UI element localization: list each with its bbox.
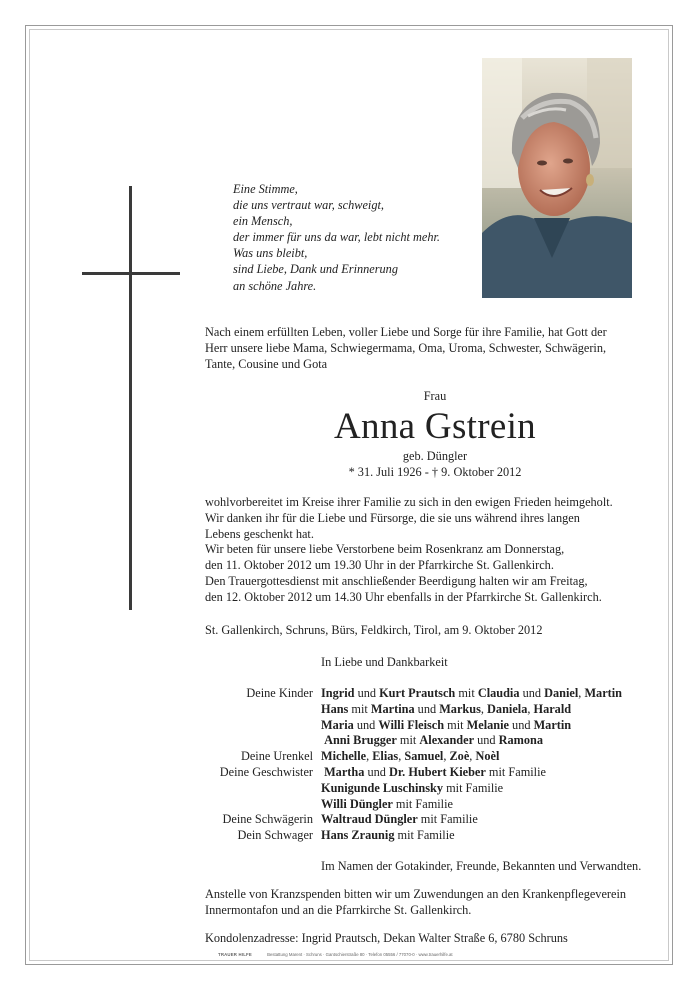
body-line: Lebens geschenkt hat.	[205, 526, 314, 541]
member-name: Waltraud Düngler	[321, 812, 418, 827]
gratitude-line: In Liebe und Dankbarkeit	[321, 655, 448, 669]
body-line: Wir beten für unsere liebe Verstorbene beim Rosenkranz am Donnerstag,	[205, 542, 565, 557]
family-row	[180, 765, 680, 781]
family-members	[321, 828, 455, 844]
member-name: Hans Zraunig	[321, 828, 395, 843]
poem-line: die uns vertraut war, schweigt,	[233, 198, 384, 213]
family-relation-label: Dein Schwager	[237, 828, 313, 843]
member-name: Dr. Hubert Kieber	[388, 764, 486, 779]
intro-line: Nach einem erfüllten Leben, voller Liebe und Sorge für ihre Familie, hat Gott der	[205, 325, 607, 339]
family-relation-label	[180, 797, 321, 813]
member-connector: mit Familie	[485, 764, 546, 779]
family-members	[321, 733, 543, 749]
member-connector: mit Familie	[417, 812, 478, 827]
family-row	[180, 733, 680, 749]
body-line: wohlvorbereitet im Kreise ihrer Familie zu sich in den ewigen Frieden heimgeholt.	[205, 495, 613, 509]
intro-line: Herr unsere liebe Mama, Schwiegermama, Oma, Uroma, Schwester, Schwägerin,	[205, 340, 607, 355]
member-name: Willi Düngler	[321, 796, 393, 811]
intro-text	[205, 325, 655, 372]
deceased-name: Anna Gstrein	[334, 406, 536, 447]
body-line: den 12. Oktober 2012 um 14.30 Uhr ebenfalls in der Pfarrkirche St. Gallenkirch.	[205, 589, 602, 604]
member-connector: ,	[398, 749, 405, 764]
family-members	[321, 812, 478, 828]
member-name: Michelle	[321, 749, 367, 764]
member-connector: mit	[455, 686, 478, 700]
cross-icon-horizontal	[82, 272, 180, 275]
member-connector: mit	[444, 717, 467, 732]
member-name: Daniela	[487, 701, 528, 716]
family-relation-label	[180, 718, 321, 734]
family-row	[180, 718, 680, 734]
family-row	[180, 702, 680, 718]
family-row	[180, 812, 680, 828]
member-connector: ,	[578, 686, 585, 700]
member-name: Elias	[372, 749, 399, 764]
family-row	[180, 781, 680, 797]
condolence-address: Kondolenzadresse: Ingrid Prautsch, Dekan Walter Straße 6, 6780 Schruns	[205, 931, 568, 945]
member-connector: mit Familie	[443, 780, 504, 795]
family-members	[321, 718, 571, 734]
member-name: Martin	[584, 686, 623, 700]
member-name: Samuel	[404, 749, 444, 764]
member-connector: mit Familie	[392, 796, 453, 811]
member-connector: ,	[443, 749, 450, 764]
member-name: Hans	[321, 701, 349, 716]
family-row	[180, 686, 680, 702]
family-relation-label	[180, 733, 321, 749]
member-name: Kunigunde Luschinsky	[321, 780, 444, 795]
body-line: Wir danken ihr für die Liebe und Fürsorge, die sie uns während ihres langen	[205, 510, 580, 525]
member-connector: ,	[527, 701, 534, 716]
family-members	[321, 702, 571, 718]
member-connector: ,	[366, 749, 373, 764]
family-members	[321, 781, 503, 797]
member-name: Willi Fleisch	[378, 717, 445, 732]
member-name: Daniel	[544, 686, 579, 700]
member-name: Maria	[321, 717, 354, 732]
member-name: Harald	[533, 701, 572, 716]
poem-line: Eine Stimme,	[233, 182, 298, 196]
maiden-name: geb. Düngler	[402, 449, 468, 463]
body-line: den 11. Oktober 2012 um 19.30 Uhr in der Pfarrkirche St. Gallenkirch.	[205, 558, 554, 573]
member-name: Martha	[324, 764, 365, 779]
member-name: Kurt Prautsch	[379, 686, 456, 700]
funeral-home-info: Bestattung Marent · Schruns · Gantschierstraße 80 · Telefon 05556 / 77070-0 · www.trauerhilfe.at	[267, 952, 453, 957]
member-connector: ,	[480, 701, 488, 716]
member-name: Noèl	[475, 749, 500, 764]
member-name: Zoè	[449, 749, 470, 764]
member-name: Alexander	[419, 733, 475, 748]
place-date: St. Gallenkirch, Schruns, Bürs, Feldkirch, Tirol, am 9. Oktober 2012	[205, 623, 543, 637]
family-members	[321, 797, 453, 813]
donation-note	[205, 887, 665, 919]
member-name: Martin	[533, 717, 572, 732]
funeral-home-logo: TRAUER HILFE	[218, 952, 252, 957]
member-name: Martina	[370, 701, 415, 716]
member-name: Markus	[439, 701, 481, 716]
member-connector: und	[364, 764, 389, 779]
donation-line: Anstelle von Kranzspenden bitten wir um Zuwendungen an den Krankenpflegeverein	[205, 887, 627, 901]
poem-line: an schöne Jahre.	[233, 278, 317, 293]
member-connector: mit	[348, 701, 371, 716]
poem-line: der immer für uns da war, lebt nicht mehr.	[233, 230, 440, 245]
family-relation-label	[180, 702, 321, 718]
honorific: Frau	[423, 389, 447, 403]
member-connector: und	[353, 717, 379, 732]
family-list	[180, 686, 680, 844]
poem	[233, 181, 440, 294]
in-name-of: Im Namen der Gotakinder, Freunde, Bekannten und Verwandten.	[321, 859, 642, 873]
announcement-body	[205, 495, 665, 606]
intro-line: Tante, Cousine und Gota	[205, 356, 328, 371]
member-name: Melanie	[466, 717, 509, 732]
life-dates: * 31. Juli 1926 - † 9. Oktober 2012	[348, 465, 522, 479]
family-members	[321, 765, 546, 781]
family-relation-label	[180, 781, 321, 797]
member-connector: und	[414, 701, 440, 716]
member-name: Ramona	[498, 733, 544, 748]
family-row	[180, 797, 680, 813]
member-name: Ingrid	[321, 686, 355, 700]
family-row	[180, 749, 680, 765]
family-relation-label: Deine Geschwister	[219, 764, 313, 779]
member-connector: und	[508, 717, 534, 732]
poem-line: sind Liebe, Dank und Erinnerung	[233, 262, 398, 277]
member-name: Anni Brugger	[324, 733, 397, 748]
poem-line: Was uns bleibt,	[233, 246, 308, 261]
cross-icon-vertical	[129, 186, 132, 610]
family-relation-label: Deine Schwägerin	[222, 812, 313, 827]
family-members	[321, 749, 499, 765]
member-connector: und	[519, 686, 545, 700]
member-connector: mit	[396, 733, 420, 748]
member-name: Claudia	[477, 686, 520, 700]
portrait-photo	[482, 58, 632, 298]
donation-line: Innermontafon und an die Pfarrkirche St. Gallenkirch.	[205, 902, 472, 917]
member-connector: und	[474, 733, 499, 748]
member-connector: und	[354, 686, 380, 700]
body-line: Den Trauergottesdienst mit anschließender Beerdigung halten wir am Freitag,	[205, 573, 588, 588]
family-relation-label: Deine Kinder	[246, 686, 313, 700]
family-members	[321, 686, 622, 702]
member-connector: mit Familie	[394, 828, 455, 843]
family-row	[180, 828, 680, 844]
member-connector: ,	[469, 749, 476, 764]
footer	[218, 952, 453, 957]
family-relation-label: Deine Urenkel	[240, 749, 313, 764]
poem-line: ein Mensch,	[233, 214, 293, 229]
